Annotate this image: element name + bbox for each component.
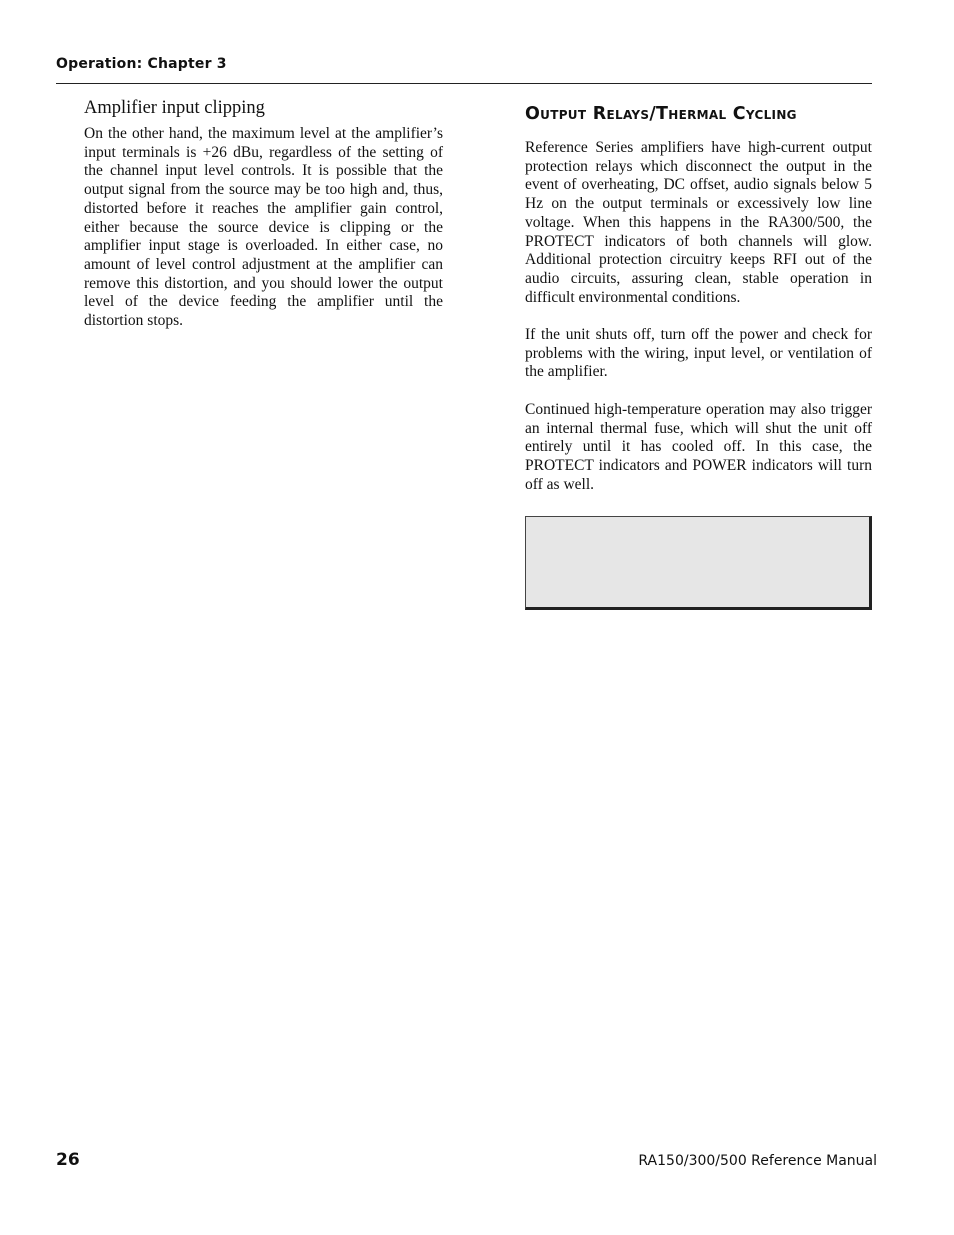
manual-title: RA150/300/500 Reference Manual	[638, 1153, 877, 1169]
clipping-paragraph: On the other hand, the maximum level at the amplifier’s input terminals is +26 dBu, regardless of the setting of the channel input level controls. It is possible that the output signal from the source may be too high and, thus, distorted before it reaches the amplifier gain control, either because the source device is clipping or the amplifier input stage is overloaded. In either case, no amount of level control adjustment at the amplifier can remove this distortion, and you should lower the output level of the device feeding the amplifier until the distortion stops.	[84, 125, 443, 330]
header-rule	[56, 83, 872, 84]
right-column	[525, 98, 872, 610]
note-box	[525, 516, 872, 610]
subheading-amplifier-input-clipping: Amplifier input clipping	[84, 98, 265, 118]
relays-paragraph: Reference Series amplifiers have high-current output protection relays which disconnect the output in the event of overheating, DC offset, audio signals below 5 Hz on the output terminals or excessively low line voltage. When this happens in the RA300/500, the PROTECT indicators of both channels will glow. Additional protection circuitry keeps RFI out of the audio circuits, assuring clean, stable operation in difficult environmental conditions.	[525, 139, 872, 306]
page-number: 26	[56, 1150, 80, 1170]
shutoff-paragraph: If the unit shuts off, turn off the power and check for problems with the wiring, input level, or ventilation of the amplifier.	[525, 326, 872, 381]
thermal-paragraph: Continued high-temperature operation may also trigger an internal thermal fuse, which will shut the unit off entirely until it has cooled off. In this case, the PROTECT indicators and POWER indicators will turn off as well.	[525, 400, 872, 493]
section-title-output-relays: Output Relays/Thermal Cycling	[525, 104, 797, 124]
left-column	[84, 98, 443, 331]
running-header: Operation: Chapter 3	[56, 56, 227, 72]
